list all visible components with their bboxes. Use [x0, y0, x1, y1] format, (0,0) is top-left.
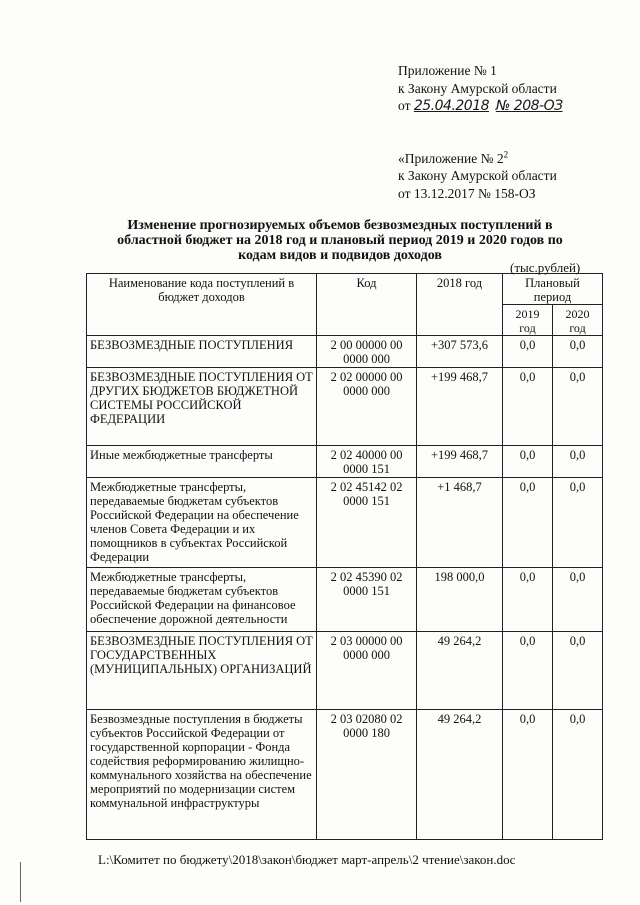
- table-row: [87, 632, 603, 710]
- row-code: 2 03 00000 00 0000 000: [317, 632, 417, 710]
- header-code: Код: [317, 274, 417, 336]
- row-code: 2 02 45390 02 0000 151: [317, 568, 417, 632]
- row-2018: +199 468,7: [417, 368, 503, 446]
- title-line-2: областной бюджет на 2018 год и плановый период 2019 и 2020 годов по: [117, 233, 563, 248]
- row-2018: 198 000,0: [417, 568, 503, 632]
- header-2019: 2019 год: [503, 305, 553, 336]
- handwritten-number: № 208-ОЗ: [495, 98, 563, 114]
- row-2018: 49 264,2: [417, 632, 503, 710]
- row-2019: 0,0: [503, 710, 553, 840]
- row-2019: 0,0: [503, 336, 553, 368]
- row-code: 2 00 00000 00 0000 000: [317, 336, 417, 368]
- appendix-2-superscript: 2: [503, 149, 509, 159]
- law-reference-2: к Закону Амурской области: [398, 168, 557, 183]
- document-header: [398, 62, 628, 202]
- header-planned-period: Плановый период: [503, 274, 603, 305]
- row-code: 2 02 00000 00 0000 000: [317, 368, 417, 446]
- revenue-table: [86, 273, 603, 840]
- table-row: [87, 710, 603, 840]
- law-reference: к Закону Амурской области: [398, 80, 557, 96]
- row-2020: 0,0: [553, 446, 603, 478]
- header-2020: 2020 год: [553, 305, 603, 336]
- row-code: 2 03 02080 02 0000 180: [317, 710, 417, 840]
- row-name: БЕЗВОЗМЕЗДНЫЕ ПОСТУПЛЕНИЯ ОТ ГОСУДАРСТВЕННЫХ (МУНИЦИПАЛЬНЫХ) ОРГАНИЗАЦИЙ: [87, 632, 317, 710]
- law-date-line: [398, 97, 628, 116]
- law-date-2: от 13.12.2017 № 158-ОЗ: [398, 185, 536, 201]
- appendix-2-label: «Приложение № 2: [398, 150, 504, 166]
- file-path-footer: L:\Комитет по бюджету\2018\закон\бюджет март-апрель\2 чтение\закон.doc: [98, 852, 516, 867]
- row-name: Межбюджетные трансферты, передаваемые бюджетам субъектов Российской Федерации на обеспечение членов Совета Федерации и их помощников в субъектах Российской Федерации: [87, 478, 317, 568]
- table-row: [87, 368, 603, 446]
- appendix-number: Приложение № 1: [398, 63, 497, 78]
- row-2019: 0,0: [503, 446, 553, 478]
- units-label: (тыс.рублей): [510, 260, 581, 275]
- table-row: [87, 336, 603, 368]
- document-title: [90, 218, 590, 263]
- row-2019: 0,0: [503, 368, 553, 446]
- row-2018: +307 573,6: [417, 336, 503, 368]
- header-name: Наименование кода поступлений в бюджет доходов: [87, 274, 317, 336]
- row-2019: 0,0: [503, 632, 553, 710]
- title-line-1: Изменение прогнозируемых объемов безвозмездных поступлений в: [127, 218, 553, 233]
- row-code: 2 02 45142 02 0000 151: [317, 478, 417, 568]
- row-2018: +1 468,7: [417, 478, 503, 568]
- row-2019: 0,0: [503, 478, 553, 568]
- row-name: Иные межбюджетные трансферты: [87, 446, 317, 478]
- date-prefix: от: [398, 98, 411, 113]
- table-row: [87, 568, 603, 632]
- title-line-3: кодам видов и подвидов доходов: [238, 248, 442, 263]
- row-name: БЕЗВОЗМЕЗДНЫЕ ПОСТУПЛЕНИЯ: [87, 336, 317, 368]
- row-2018: 49 264,2: [417, 710, 503, 840]
- row-2020: 0,0: [553, 710, 603, 840]
- row-2020: 0,0: [553, 336, 603, 368]
- row-2019: 0,0: [503, 568, 553, 632]
- table-row: [87, 478, 603, 568]
- row-code: 2 02 40000 00 0000 151: [317, 446, 417, 478]
- row-name: Безвозмездные поступления в бюджеты субъектов Российской Федерации от государственной корпорации - Фонда содействия реформированию жилищно-коммунального хозяйства на обеспечение мероприятий по модернизации систем коммунальной инфраструктуры: [87, 710, 317, 840]
- scan-artifact-line: [20, 862, 21, 902]
- handwritten-date: 25.04.2018: [413, 98, 490, 114]
- table-row: [87, 446, 603, 478]
- row-name: БЕЗВОЗМЕЗДНЫЕ ПОСТУПЛЕНИЯ ОТ ДРУГИХ БЮДЖЕТОВ БЮДЖЕТНОЙ СИСТЕМЫ РОССИЙСКОЙ ФЕДЕРАЦИИ: [87, 368, 317, 446]
- row-2020: 0,0: [553, 368, 603, 446]
- row-2020: 0,0: [553, 632, 603, 710]
- row-2020: 0,0: [553, 568, 603, 632]
- row-2018: +199 468,7: [417, 446, 503, 478]
- header-2018: 2018 год: [417, 274, 503, 336]
- row-name: Межбюджетные трансферты, передаваемые бюджетам субъектов Российской Федерации на финансовое обеспечение дорожной деятельности: [87, 568, 317, 632]
- row-2020: 0,0: [553, 478, 603, 568]
- appendix-2-title: [398, 150, 628, 168]
